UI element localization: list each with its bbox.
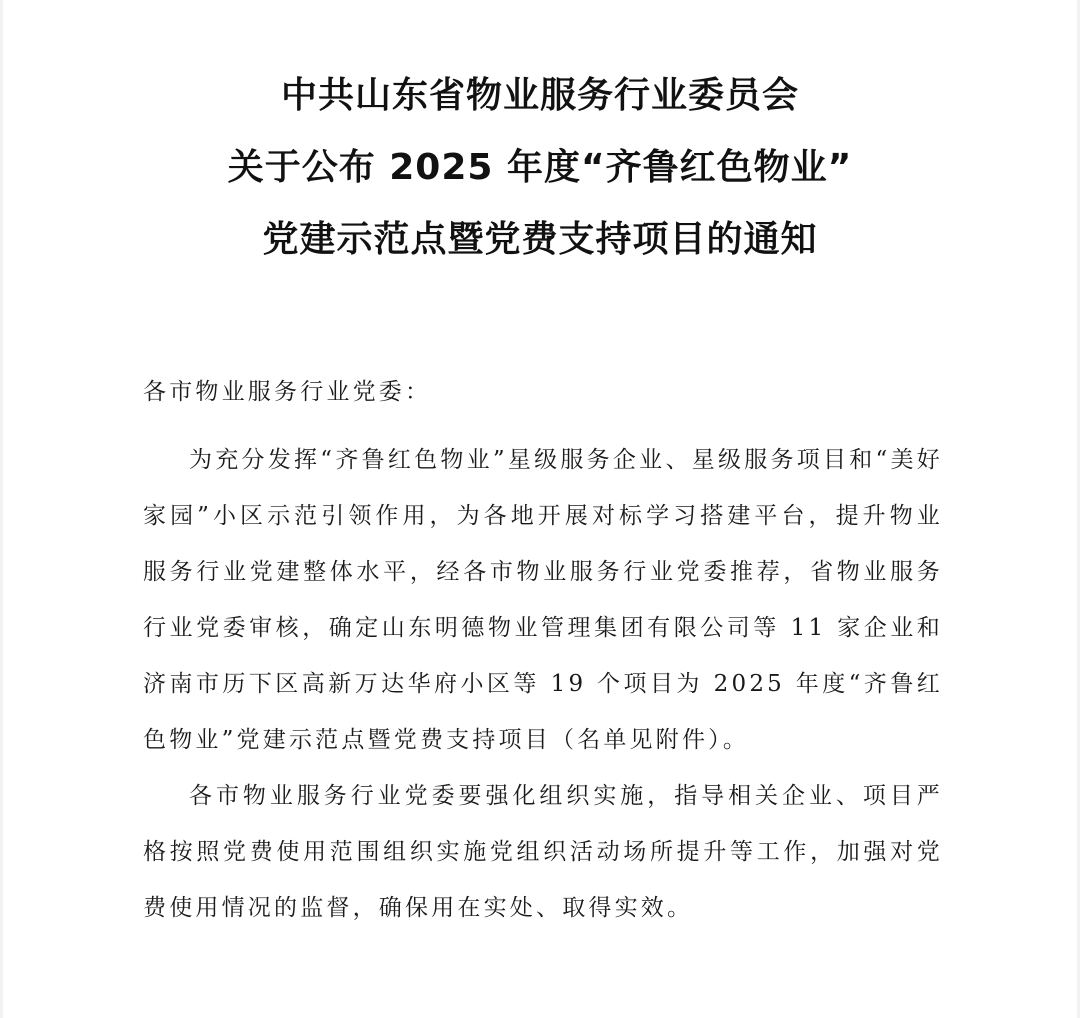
title-line-issuer: 中共山东省物业服务行业委员会 [280, 75, 799, 116]
paragraph-requirements: 各市物业服务行业党委要强化组织实施，指导相关企业、项目严格按照党费使用范围组织实施党组织活动场所提升等工作，加强对党费使用情况的监督，确保用在实处、取得实效。 [143, 783, 943, 921]
paragraph-announcement: 为充分发挥“齐鲁红色物业”星级服务企业、星级服务项目和“美好家园”小区示范引领作用，为各地开展对标学习搭建平台，提升物业服务行业党建整体水平，经各市物业服务行业党委推荐，省物业服务行业党委审核，确定山东明德物业管理集团有限公司等 11 家企业和济南市历下区高新万达华府小区等 19 个项目为 2025 年度“齐鲁红色物业”党建示范点暨党费支持项目（名单见附件）。 [143, 447, 943, 753]
document-page [3, 0, 1077, 1018]
salutation: 各市物业服务行业党委： [143, 379, 432, 405]
title-line-notice: 党建示范点暨党费支持项目的通知 [262, 219, 818, 260]
document-body [143, 378, 943, 936]
title-line-subject: 关于公布 2025 年度“齐鲁红色物业” [227, 147, 853, 188]
document-title [3, 75, 1077, 294]
